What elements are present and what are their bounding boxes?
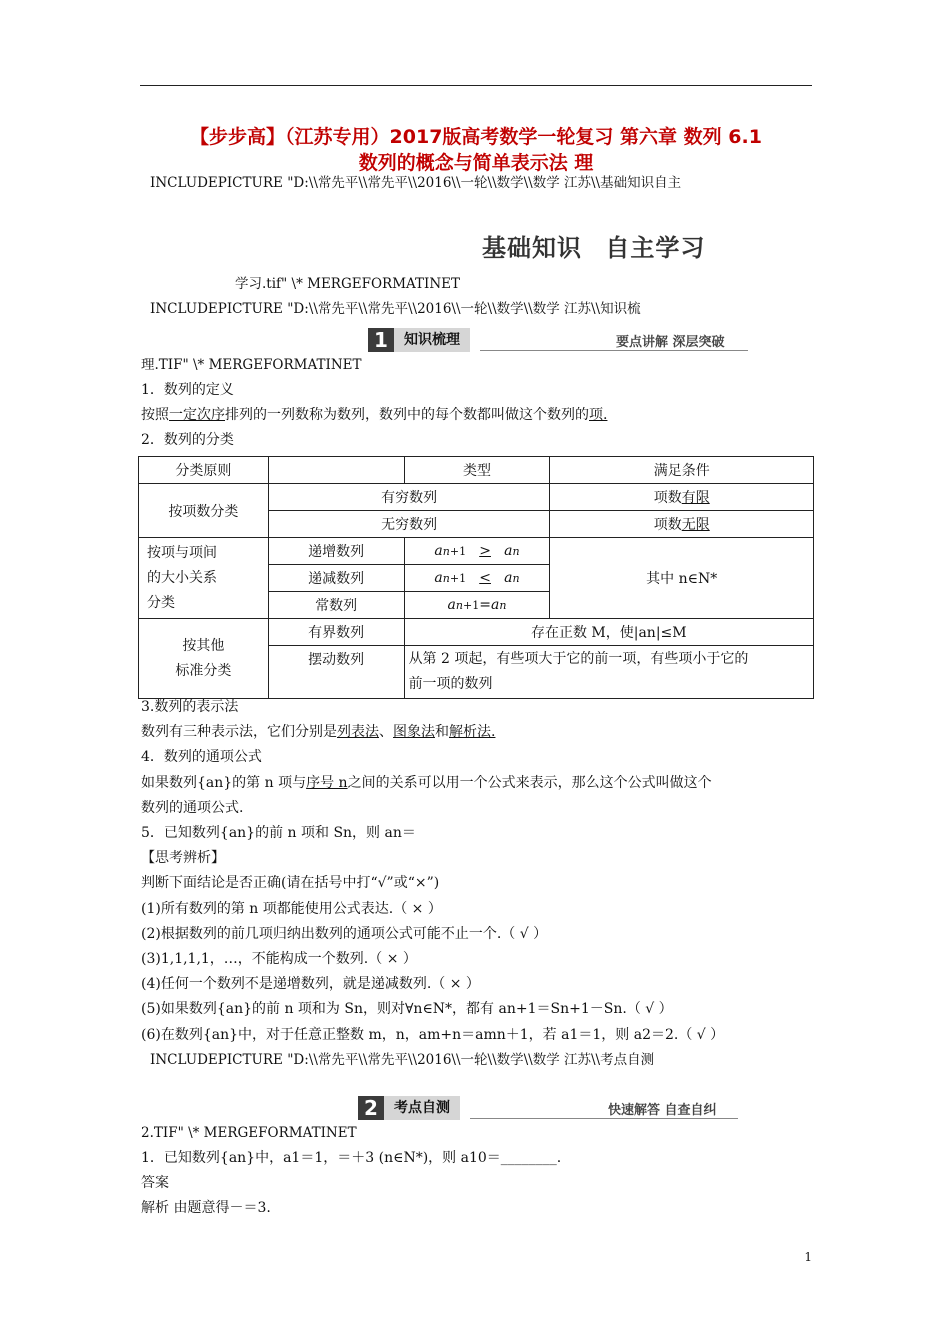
table-group-size [139,538,269,619]
page-number: 1 [804,1250,812,1264]
text: 按项与项间 [147,544,217,561]
include-field-2: INCLUDEPICTURE "D:\\常先平\\常先平\\2016\\一轮\\数学\\数学 江苏\\知识梳 [150,301,641,317]
section-1-paragraph [141,404,607,426]
banner-right-text: 快速解答 自查自纠 [608,1103,717,1118]
text: 从第 2 项起，有些项大于它的前一项，有些项小于它的 [408,651,749,667]
think-intro: 判断下面结论是否正确(请在括号中打“√”或“×”) [141,875,440,891]
section-3-paragraph [141,721,495,743]
text: 的大小关系 [147,569,217,586]
section-4-heading: 4．数列的通项公式 [141,749,262,765]
include-field-1-tail: 学习.tif" \* MERGEFORMATINET [235,276,461,292]
text: 项数 [653,490,682,506]
include-field-3: INCLUDEPICTURE "D:\\常先平\\常先平\\2016\\一轮\\数学\\数学 江苏\\考点自测 [150,1052,655,1068]
text: 按其他 [182,637,225,654]
table-cell [268,457,404,484]
question-1: 1．已知数列{an}中，a1＝1，＝＋3 (n∈N*)，则 a10＝________. [141,1150,562,1166]
table-type: 摆动数列 [268,646,404,699]
think-item-3: (3)1,1,1,1，…，不能构成一个数列.（ × ） [141,951,417,967]
text: 如果数列{an}的第 n 项与 [141,775,307,791]
banner-number: 2 [358,1096,384,1120]
text: 之间的关系可以用一个公式来表示，那么这个公式叫做这个 [347,775,712,791]
underlined-term: 一定次序 [169,407,225,423]
think-item-2: (2)根据数列的前几项归纳出数列的通项公式可能不止一个.（ √ ） [141,926,548,942]
relation-sign: > [479,543,491,559]
table-condition [550,511,814,538]
section-5-text: 5．已知数列{an}的前 n 项和 Sn，则 an＝ [141,825,416,841]
underlined-term: 有限 [681,490,710,506]
underlined-term: 图象法 [393,724,435,740]
include-field-3-tail: 2.TIF" \* MERGEFORMATINET [141,1125,357,1141]
table-type: 递增数列 [268,538,404,565]
table-group-count: 按项数分类 [139,484,269,538]
underlined-term: 无限 [681,517,710,533]
table-type: 无穷数列 [268,511,550,538]
table-condition: 其中 n∈N* [550,538,814,619]
text: 标准分类 [175,662,232,679]
table-group-other [139,619,269,699]
relation-sign: < [479,570,491,586]
title-line-2: 数列的概念与简单表示法 理 [358,152,594,174]
think-item-1: (1)所有数列的第 n 项都能使用公式表达.（ × ） [141,901,442,917]
table-header-type: 类型 [404,457,550,484]
think-heading: 【思考辨析】 [141,850,225,866]
section-3-heading: 3.数列的表示法 [141,699,239,715]
text: 、 [379,724,393,740]
table-row [139,619,814,646]
table-relation: an+1 < an [404,565,550,592]
think-item-6: (6)在数列{an}中，对于任意正整数 m，n，am+n＝amn＋1，若 a1＝1，则 a2＝2.（ √ ） [141,1027,725,1043]
table-condition [404,646,813,699]
text: 按照 [141,407,169,423]
relation-sign: = [479,597,491,613]
title-line-1: 【步步高】（江苏专用）2017版高考数学一轮复习 第六章 数列 6.1 [190,126,762,148]
banner-label: 知识梳理 [394,328,470,352]
banner-self-test [358,1096,738,1122]
banner-rule [480,350,748,351]
classification-table [138,456,814,699]
table-type: 常数列 [268,592,404,619]
include-field-2-tail: 理.TIF" \* MERGEFORMATINET [141,357,362,373]
section-heading-basics: 基础知识 自主学习 [482,234,706,262]
banner-knowledge [368,328,748,354]
top-rule [140,85,812,86]
text: 和 [435,724,449,740]
table-condition: 存在正数 M，使|an|≤M [404,619,813,646]
underlined-term: 序号 n [306,775,348,791]
table-row [139,538,814,565]
table-row [139,484,814,511]
answer-label: 答案 [141,1175,169,1191]
banner-right-text: 要点讲解 深层突破 [616,335,725,350]
table-type: 递减数列 [268,565,404,592]
section-4-paragraph-1 [141,772,712,794]
table-type: 有穷数列 [268,484,550,511]
include-field-1: INCLUDEPICTURE "D:\\常先平\\常先平\\2016\\一轮\\数学\\数学 江苏\\基础知识自主 [150,175,682,191]
analysis-text: 解析 由题意得－＝3. [141,1200,271,1216]
text: 前一项的数列 [408,676,493,692]
table-header-condition: 满足条件 [550,457,814,484]
table-relation: an+1=an [404,592,550,619]
section-1-heading: 1．数列的定义 [141,382,234,398]
underlined-term: 项. [589,407,608,423]
text: 项数 [653,517,682,533]
think-item-5: (5)如果数列{an}的前 n 项和为 Sn，则对∀n∈N*，都有 an+1＝Sn+1－Sn.（ √ ） [141,1001,673,1017]
document-title [140,124,812,176]
text: 数列有三种表示法，它们分别是 [141,724,337,740]
banner-number: 1 [368,328,394,352]
section-4-paragraph-2: 数列的通项公式. [141,800,244,816]
underlined-term: 解析法. [449,724,496,740]
section-2-heading: 2．数列的分类 [141,432,234,448]
table-header-principle: 分类原则 [139,457,269,484]
table-row [139,457,814,484]
table-condition [550,484,814,511]
text: 分类 [147,594,175,611]
text: 排列的一列数称为数列，数列中的每个数都叫做这个数列的 [225,407,589,423]
underlined-term: 列表法 [337,724,379,740]
table-type: 有界数列 [268,619,404,646]
banner-label: 考点自测 [384,1096,460,1120]
banner-rule [470,1118,738,1119]
think-item-4: (4)任何一个数列不是递增数列，就是递减数列.（ × ） [141,976,480,992]
table-relation: an+1 > an [404,538,550,565]
